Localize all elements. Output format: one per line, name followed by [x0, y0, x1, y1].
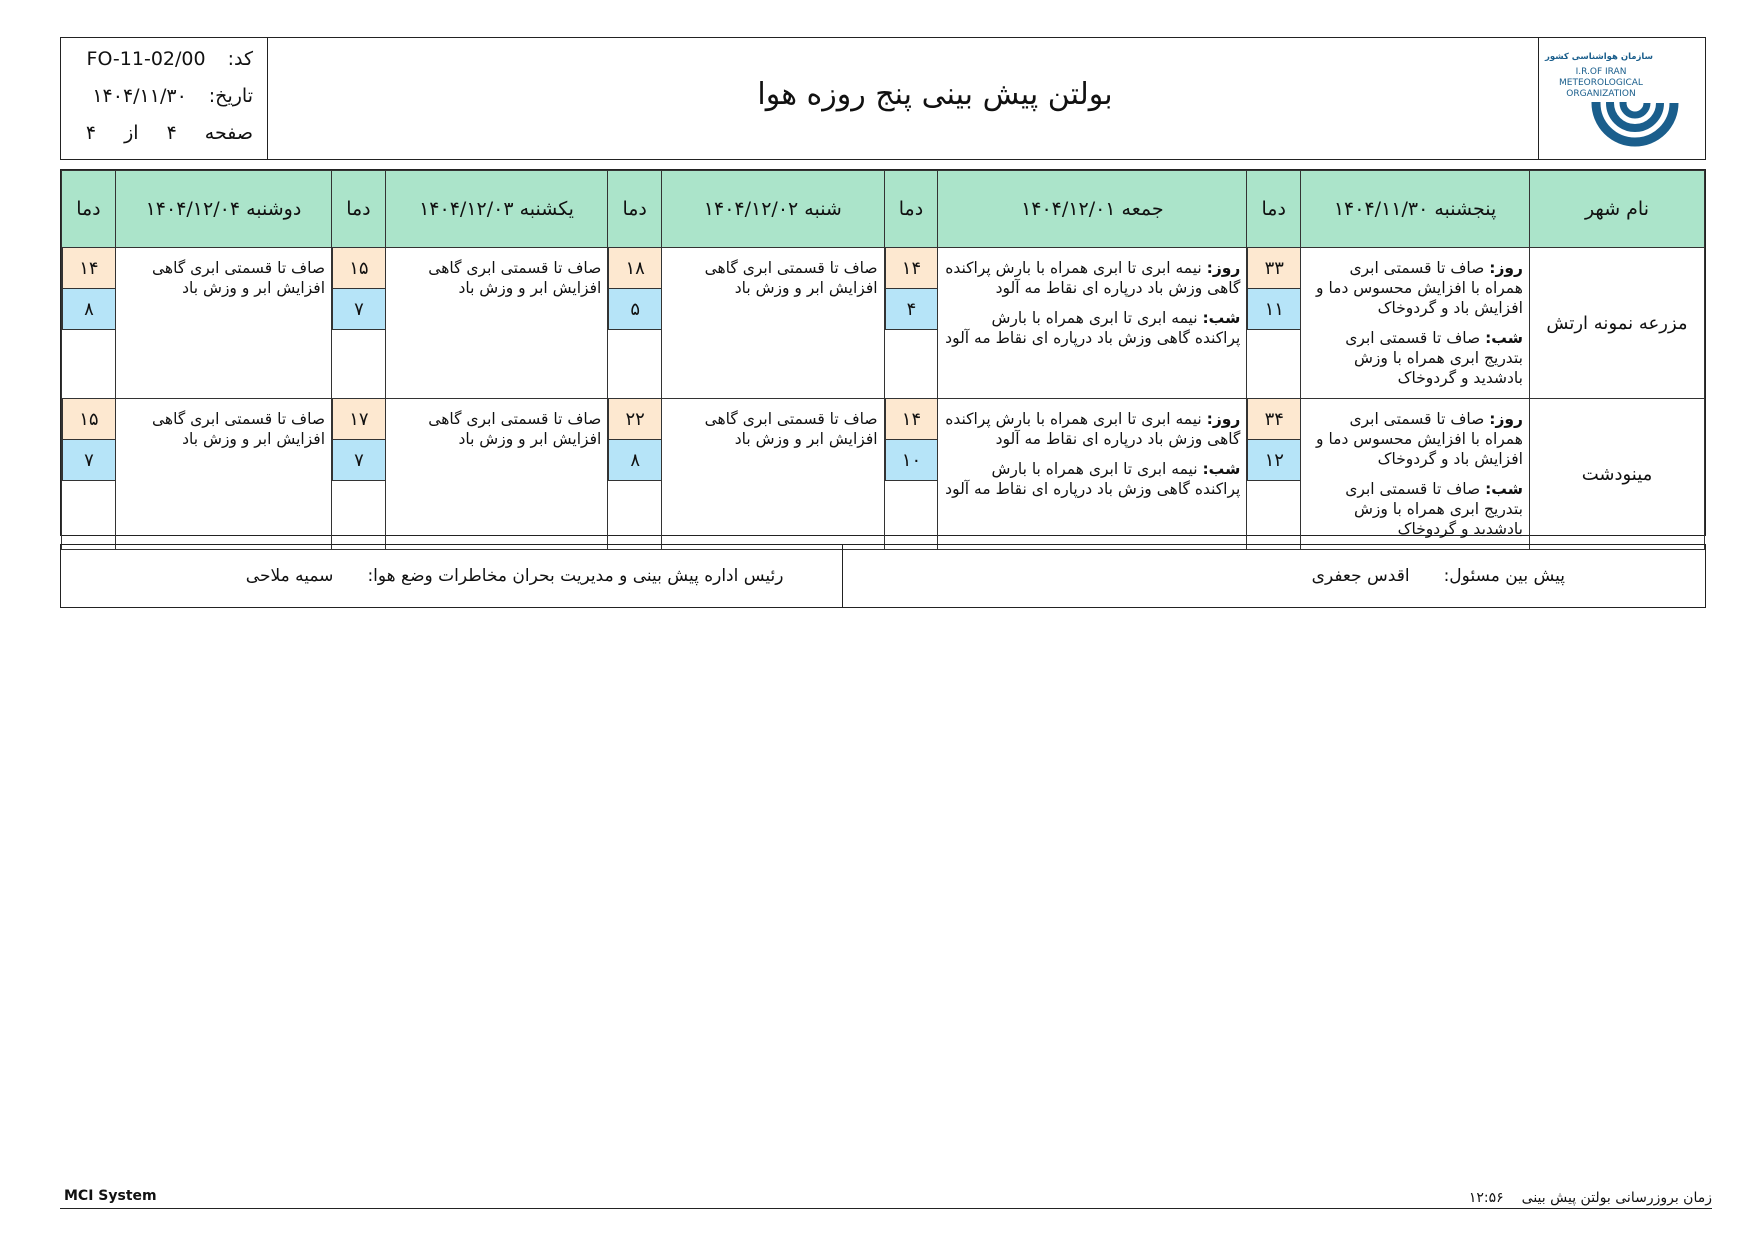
- bulletin-header: [60, 37, 1706, 160]
- temp-cell: [884, 248, 938, 399]
- temp-min: ۱۲: [1247, 440, 1300, 481]
- night-prefix: شب:: [1202, 460, 1241, 478]
- footer-update: [1469, 1190, 1712, 1206]
- logo-text-fa: سازمان هواشناسی کشور: [1544, 52, 1654, 62]
- forecast-cell: [385, 399, 608, 550]
- temp-max: ۱۸: [608, 248, 661, 289]
- temp-header-5: دما: [62, 171, 116, 248]
- forecast-text: صاف تا قسمتی ابری گاهی افزایش ابر و وزش باد: [152, 259, 326, 297]
- logo-text-en-3: ORGANIZATION: [1566, 89, 1636, 99]
- temp-min: ۸: [608, 440, 661, 481]
- temp-min: ۷: [62, 440, 115, 481]
- night-prefix: شب:: [1485, 480, 1523, 498]
- forecast-text: صاف تا قسمتی ابری گاهی افزایش ابر و وزش باد: [704, 259, 878, 297]
- night-forecast: صاف تا قسمتی ابری بتدریج ابری همراه با وزش بادشدید و گردوخاک: [1345, 480, 1523, 538]
- night-prefix: شب:: [1202, 309, 1241, 327]
- logo-text-en-1: I.R.OF IRAN: [1575, 67, 1627, 77]
- temp-header-2: دما: [884, 171, 938, 248]
- signatures: [60, 544, 1706, 608]
- forecast-cell: [938, 399, 1247, 550]
- forecaster-name: اقدس جعفری: [1311, 566, 1410, 586]
- forecast-text: صاف تا قسمتی ابری گاهی افزایش ابر و وزش باد: [428, 259, 602, 297]
- temp-max: ۳۳: [1247, 248, 1300, 289]
- title-cell: [331, 38, 1539, 159]
- footer-system: MCI System: [64, 1188, 157, 1204]
- table-row: [62, 248, 1705, 399]
- temp-cell: [884, 399, 938, 550]
- temp-max: ۲۲: [608, 399, 661, 440]
- forecast-text: صاف تا قسمتی ابری گاهی افزایش ابر و وزش باد: [152, 410, 326, 448]
- table-row: [62, 399, 1705, 550]
- temp-max: ۱۴: [885, 248, 938, 289]
- page-total: ۴: [85, 122, 97, 144]
- temp-min: ۱۱: [1247, 289, 1300, 330]
- forecast-cell: [1301, 399, 1530, 550]
- day-prefix: روز:: [1206, 259, 1241, 277]
- temp-header-4: دما: [332, 171, 386, 248]
- day-header-4: یکشنبه ۱۴۰۴/۱۲/۰۳: [385, 171, 608, 248]
- update-label: زمان بروزرسانی بولتن پیش بینی: [1521, 1190, 1712, 1206]
- temp-max: ۱۵: [332, 248, 385, 289]
- day-prefix: روز:: [1489, 410, 1523, 428]
- city-name: مزرعه نمونه ارتش: [1529, 248, 1704, 399]
- temp-cell: [1247, 399, 1301, 550]
- temp-header-3: دما: [608, 171, 662, 248]
- day-forecast: نیمه ابری تا ابری همراه با بارش پراکنده گاهی وزش باد درپاره ای نقاط مه آلود: [945, 259, 1241, 297]
- forecast-cell: [938, 248, 1247, 399]
- temp-cell: [1247, 248, 1301, 399]
- temp-min: ۴: [885, 289, 938, 330]
- night-forecast: نیمه ابری تا ابری همراه با بارش پراکنده گاهی وزش باد درپاره ای نقاط مه آلود: [945, 460, 1241, 498]
- day-header-2: جمعه ۱۴۰۴/۱۲/۰۱: [938, 171, 1247, 248]
- forecaster-label: پیش بین مسئول:: [1443, 566, 1565, 586]
- temp-cell: [62, 399, 116, 550]
- forecaster-signature: [842, 545, 1706, 607]
- temp-cell: [332, 248, 386, 399]
- date-label: تاریخ:: [208, 85, 253, 107]
- day-forecast: صاف تا قسمتی ابری همراه با افزایش محسوس دما و افزایش باد و گردوخاک: [1316, 259, 1523, 317]
- forecast-text: صاف تا قسمتی ابری گاهی افزایش ابر و وزش باد: [704, 410, 878, 448]
- forecast-cell: [385, 248, 608, 399]
- forecast-text: صاف تا قسمتی ابری گاهی افزایش ابر و وزش باد: [428, 410, 602, 448]
- temp-cell: [62, 248, 116, 399]
- temp-max: ۳۴: [1247, 399, 1300, 440]
- day-forecast: صاف تا قسمتی ابری همراه با افزایش محسوس دما و افزایش باد و گردوخاک: [1316, 410, 1523, 468]
- page-title: بولتن پیش بینی پنج روزه هوا: [757, 77, 1113, 112]
- document-meta: [61, 38, 268, 159]
- temp-max: ۱۴: [62, 248, 115, 289]
- logo-text-en-2: METEOROLOGICAL: [1559, 78, 1643, 88]
- temp-min: ۵: [608, 289, 661, 330]
- temp-min: ۷: [332, 289, 385, 330]
- meteorological-organization-logo: [1539, 38, 1705, 158]
- forecast-cell: [115, 399, 331, 550]
- temp-max: ۱۴: [885, 399, 938, 440]
- day-prefix: روز:: [1206, 410, 1241, 428]
- temp-header-1: دما: [1247, 171, 1301, 248]
- night-forecast: نیمه ابری تا ابری همراه با بارش پراکنده گاهی وزش باد درپاره ای نقاط مه آلود: [945, 309, 1241, 347]
- footer-divider: [60, 1208, 1712, 1209]
- temp-min: ۸: [62, 289, 115, 330]
- date-value: ۱۴۰۴/۱۱/۳۰: [92, 85, 187, 107]
- temp-cell: [608, 248, 662, 399]
- chief-label: رئیس اداره پیش بینی و مدیریت بحران مخاطرات وضع هوا:: [367, 566, 784, 586]
- forecast-cell: [662, 399, 885, 550]
- night-prefix: شب:: [1485, 329, 1523, 347]
- update-time: ۱۲:۵۶: [1468, 1190, 1504, 1206]
- page-current: ۴: [166, 122, 177, 144]
- temp-cell: [332, 399, 386, 550]
- temp-min: ۷: [332, 440, 385, 481]
- table-header-row: [62, 171, 1705, 248]
- page-label: صفحه: [204, 122, 253, 144]
- day-header-1: پنجشنبه ۱۴۰۴/۱۱/۳۰: [1301, 171, 1530, 248]
- temp-cell: [608, 399, 662, 550]
- chief-name: سمیه ملاحی: [245, 566, 334, 586]
- forecast-cell: [1301, 248, 1530, 399]
- temp-min: ۱۰: [885, 440, 938, 481]
- night-forecast: صاف تا قسمتی ابری بتدریج ابری همراه با وزش بادشدید و گردوخاک: [1345, 329, 1523, 387]
- page-row: [86, 122, 253, 144]
- forecast-cell: [115, 248, 331, 399]
- day-prefix: روز:: [1489, 259, 1523, 277]
- forecast-table: [60, 169, 1706, 536]
- day-header-5: دوشنبه ۱۴۰۴/۱۲/۰۴: [115, 171, 331, 248]
- day-header-3: شنبه ۱۴۰۴/۱۲/۰۲: [662, 171, 885, 248]
- forecast-cell: [662, 248, 885, 399]
- day-forecast: نیمه ابری تا ابری همراه با بارش پراکنده گاهی وزش باد درپاره ای نقاط مه آلود: [945, 410, 1241, 448]
- code-value: FO-11-02/00: [86, 48, 206, 70]
- chief-signature: [61, 545, 842, 607]
- city-name: مینودشت: [1529, 399, 1704, 550]
- code-row: [87, 48, 253, 70]
- temp-max: ۱۷: [332, 399, 385, 440]
- code-label: کد:: [227, 48, 253, 70]
- city-header: نام شهر: [1529, 171, 1704, 248]
- page-of: از: [124, 122, 139, 144]
- logo-cell: [1538, 38, 1705, 159]
- temp-max: ۱۵: [62, 399, 115, 440]
- date-row: [92, 85, 253, 107]
